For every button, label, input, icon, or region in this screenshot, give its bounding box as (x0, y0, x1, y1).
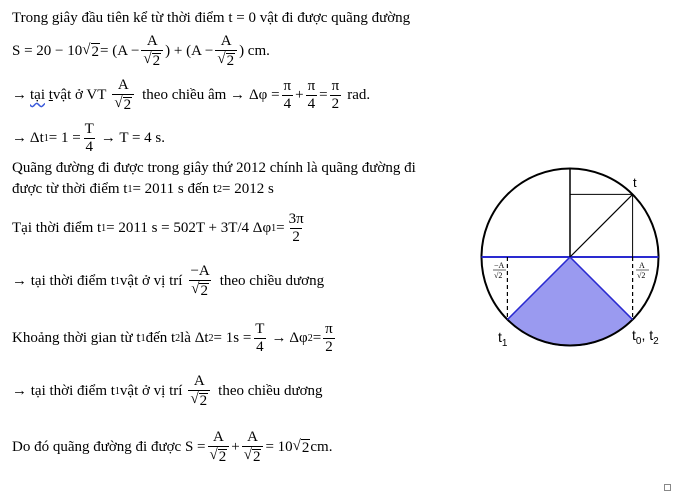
fraction-denominator: √ 2 (189, 280, 211, 299)
subscript: 2 (175, 333, 181, 344)
eq-text: vật ở VT (52, 87, 107, 103)
label-t: t (633, 175, 637, 190)
fraction-numerator: π (331, 78, 340, 94)
eq-text: theo chiều âm → (142, 87, 246, 103)
eq-text: = 1 = (48, 130, 81, 146)
eq-text: → Δt (12, 130, 44, 146)
eq-text: → T = 4 s. (100, 130, 166, 146)
eq-text: Khoảng thời gian từ t (12, 330, 141, 346)
fraction-numerator: −A (190, 263, 210, 279)
subscript: 1 (140, 333, 146, 344)
sqrt-radicand: 2 (200, 283, 208, 299)
fraction (323, 322, 335, 355)
subscript: 2 (307, 333, 313, 344)
eq-text: = (319, 87, 328, 103)
fraction-numerator: 3π (288, 211, 304, 227)
fraction (253, 322, 266, 355)
subscript: 2 (217, 184, 223, 195)
right-tick-label-num: A (639, 261, 645, 270)
fraction (282, 79, 294, 112)
fraction-denominator: √ 2 (208, 446, 230, 465)
fraction-numerator: A (247, 429, 258, 445)
fraction-numerator: π (325, 321, 333, 337)
text-line-6 (12, 181, 274, 198)
eq-text: theo chiều dương (219, 273, 325, 289)
eq-text: t (48, 87, 53, 103)
equation-time-interval (12, 322, 337, 355)
subscript: 2 (208, 333, 214, 344)
sqrt-radicand: 2 (226, 53, 235, 69)
eq-text: = (A − (100, 43, 140, 59)
fraction-denominator: √ 2 (188, 390, 210, 409)
left-tick-label-num: −A (494, 261, 505, 270)
eq-text: S = 20 − 10 (12, 43, 83, 59)
fraction-numerator: π (283, 78, 292, 94)
text-position-t1 (12, 264, 324, 299)
fraction-numerator: A (117, 77, 129, 93)
fraction-denominator: √ 2 (215, 50, 237, 69)
equation-distance-first-second (12, 34, 270, 69)
fraction (287, 212, 306, 245)
eq-text: = 2012 s (222, 181, 274, 197)
phase-circle-diagram (472, 160, 672, 360)
subscript: 1 (114, 386, 120, 397)
eq-text: = 2011 s = 502T + 3T/4 Δφ (106, 220, 272, 236)
subscript: 1 (43, 133, 49, 144)
fraction-numerator: A (146, 33, 158, 49)
eq-text: vật ở vị trí (119, 383, 183, 399)
sqrt-expression: √ 2 (82, 42, 99, 60)
sqrt-radicand: 2 (218, 449, 227, 465)
sqrt-radicand: 2 (91, 44, 99, 60)
fraction-denominator: √ 2 (112, 94, 134, 113)
eq-text: = 1s = (213, 330, 252, 346)
fraction-numerator: T (255, 321, 265, 337)
paragraph-anchor-icon (664, 484, 671, 491)
fraction-denominator: √ 2 (242, 446, 264, 465)
subscript: 1 (271, 223, 277, 234)
eq-text: ) cm. (239, 43, 270, 59)
eq-text: + (295, 87, 304, 103)
eq-text: đến t (145, 330, 176, 346)
text-line-1 (12, 10, 410, 27)
fraction (141, 34, 163, 69)
equation-phase-change (12, 78, 370, 113)
sqrt-radicand: 2 (123, 97, 132, 113)
eq-text: → tại thời điểm t (12, 383, 115, 399)
text-line-5 (12, 160, 416, 177)
sqrt-radicand: 2 (152, 53, 161, 69)
fraction (188, 374, 210, 409)
label-t1: $t_1$ (498, 329, 508, 349)
fraction-denominator: 2 (292, 229, 300, 245)
fraction-numerator: A (193, 373, 205, 389)
eq-text: ) + (A − (165, 43, 214, 59)
line-5-text: Quãng đường đi được trong giây thứ 2012 chính là quãng đường đi (12, 160, 416, 176)
eq-text: theo chiều dương (218, 383, 323, 399)
subscript: 1 (127, 184, 133, 195)
radius-t (570, 194, 633, 257)
eq-text: rad. (347, 87, 371, 103)
sqrt-expression: √ 2 (292, 438, 310, 456)
fraction-denominator: 4 (256, 339, 264, 355)
eq-text: Tại thời điểm t (12, 220, 102, 236)
equation-time-t1 (12, 212, 308, 245)
sqrt-radicand: 2 (252, 449, 261, 465)
eq-text: vật ở vị trí (119, 273, 183, 289)
eq-text: = 10 (265, 439, 293, 455)
eq-text: → Δφ (271, 330, 308, 346)
fraction (208, 430, 230, 465)
eq-text: được từ thời điểm t (12, 181, 128, 197)
equation-period (12, 122, 165, 155)
fraction (188, 264, 211, 299)
equation-total-distance (12, 430, 332, 465)
fraction-denominator: 4 (307, 96, 316, 112)
eq-text: = 2011 s đến t (132, 181, 218, 197)
text-position-t2 (12, 374, 323, 409)
fraction-denominator: 4 (283, 96, 292, 112)
eq-text: Do đó quãng đường đi được S = (12, 439, 206, 455)
fraction (330, 79, 342, 112)
fraction (83, 122, 96, 155)
subscript: 1 (114, 276, 120, 287)
fraction-denominator: 2 (325, 339, 333, 355)
subscript: 1 (101, 223, 107, 234)
fraction (112, 78, 134, 113)
fraction-numerator: π (307, 78, 316, 94)
fraction (242, 430, 264, 465)
arrow-icon: → (12, 87, 27, 103)
sqrt-radicand: 2 (199, 393, 208, 409)
line-1-text: Trong giây đầu tiên kể từ thời điểm t = 0 vật đi được quãng đường (12, 10, 411, 26)
fraction-denominator: √ 2 (141, 50, 163, 69)
spellcheck-word: tại (30, 87, 45, 103)
fraction-numerator: A (220, 33, 232, 49)
fraction-numerator: T (84, 121, 94, 137)
eq-text: Δφ = (249, 87, 280, 103)
fraction (215, 34, 237, 69)
eq-text: = (276, 220, 285, 236)
eq-text: là Δt (180, 330, 209, 346)
fraction-denominator: 2 (331, 96, 340, 112)
label-t0-t2: $t_0$, $t_2$ (632, 327, 659, 347)
eq-text: + (231, 439, 240, 455)
sqrt-radicand: 2 (301, 440, 310, 456)
eq-text: = (312, 330, 322, 346)
eq-text: → tại thời điểm t (12, 273, 115, 289)
fraction-denominator: 4 (85, 139, 93, 155)
left-tick-label-den: √2 (494, 271, 503, 280)
fraction (306, 79, 318, 112)
eq-text: cm. (310, 439, 333, 455)
fraction-numerator: A (212, 429, 224, 445)
right-tick-label-den: √2 (637, 271, 646, 280)
